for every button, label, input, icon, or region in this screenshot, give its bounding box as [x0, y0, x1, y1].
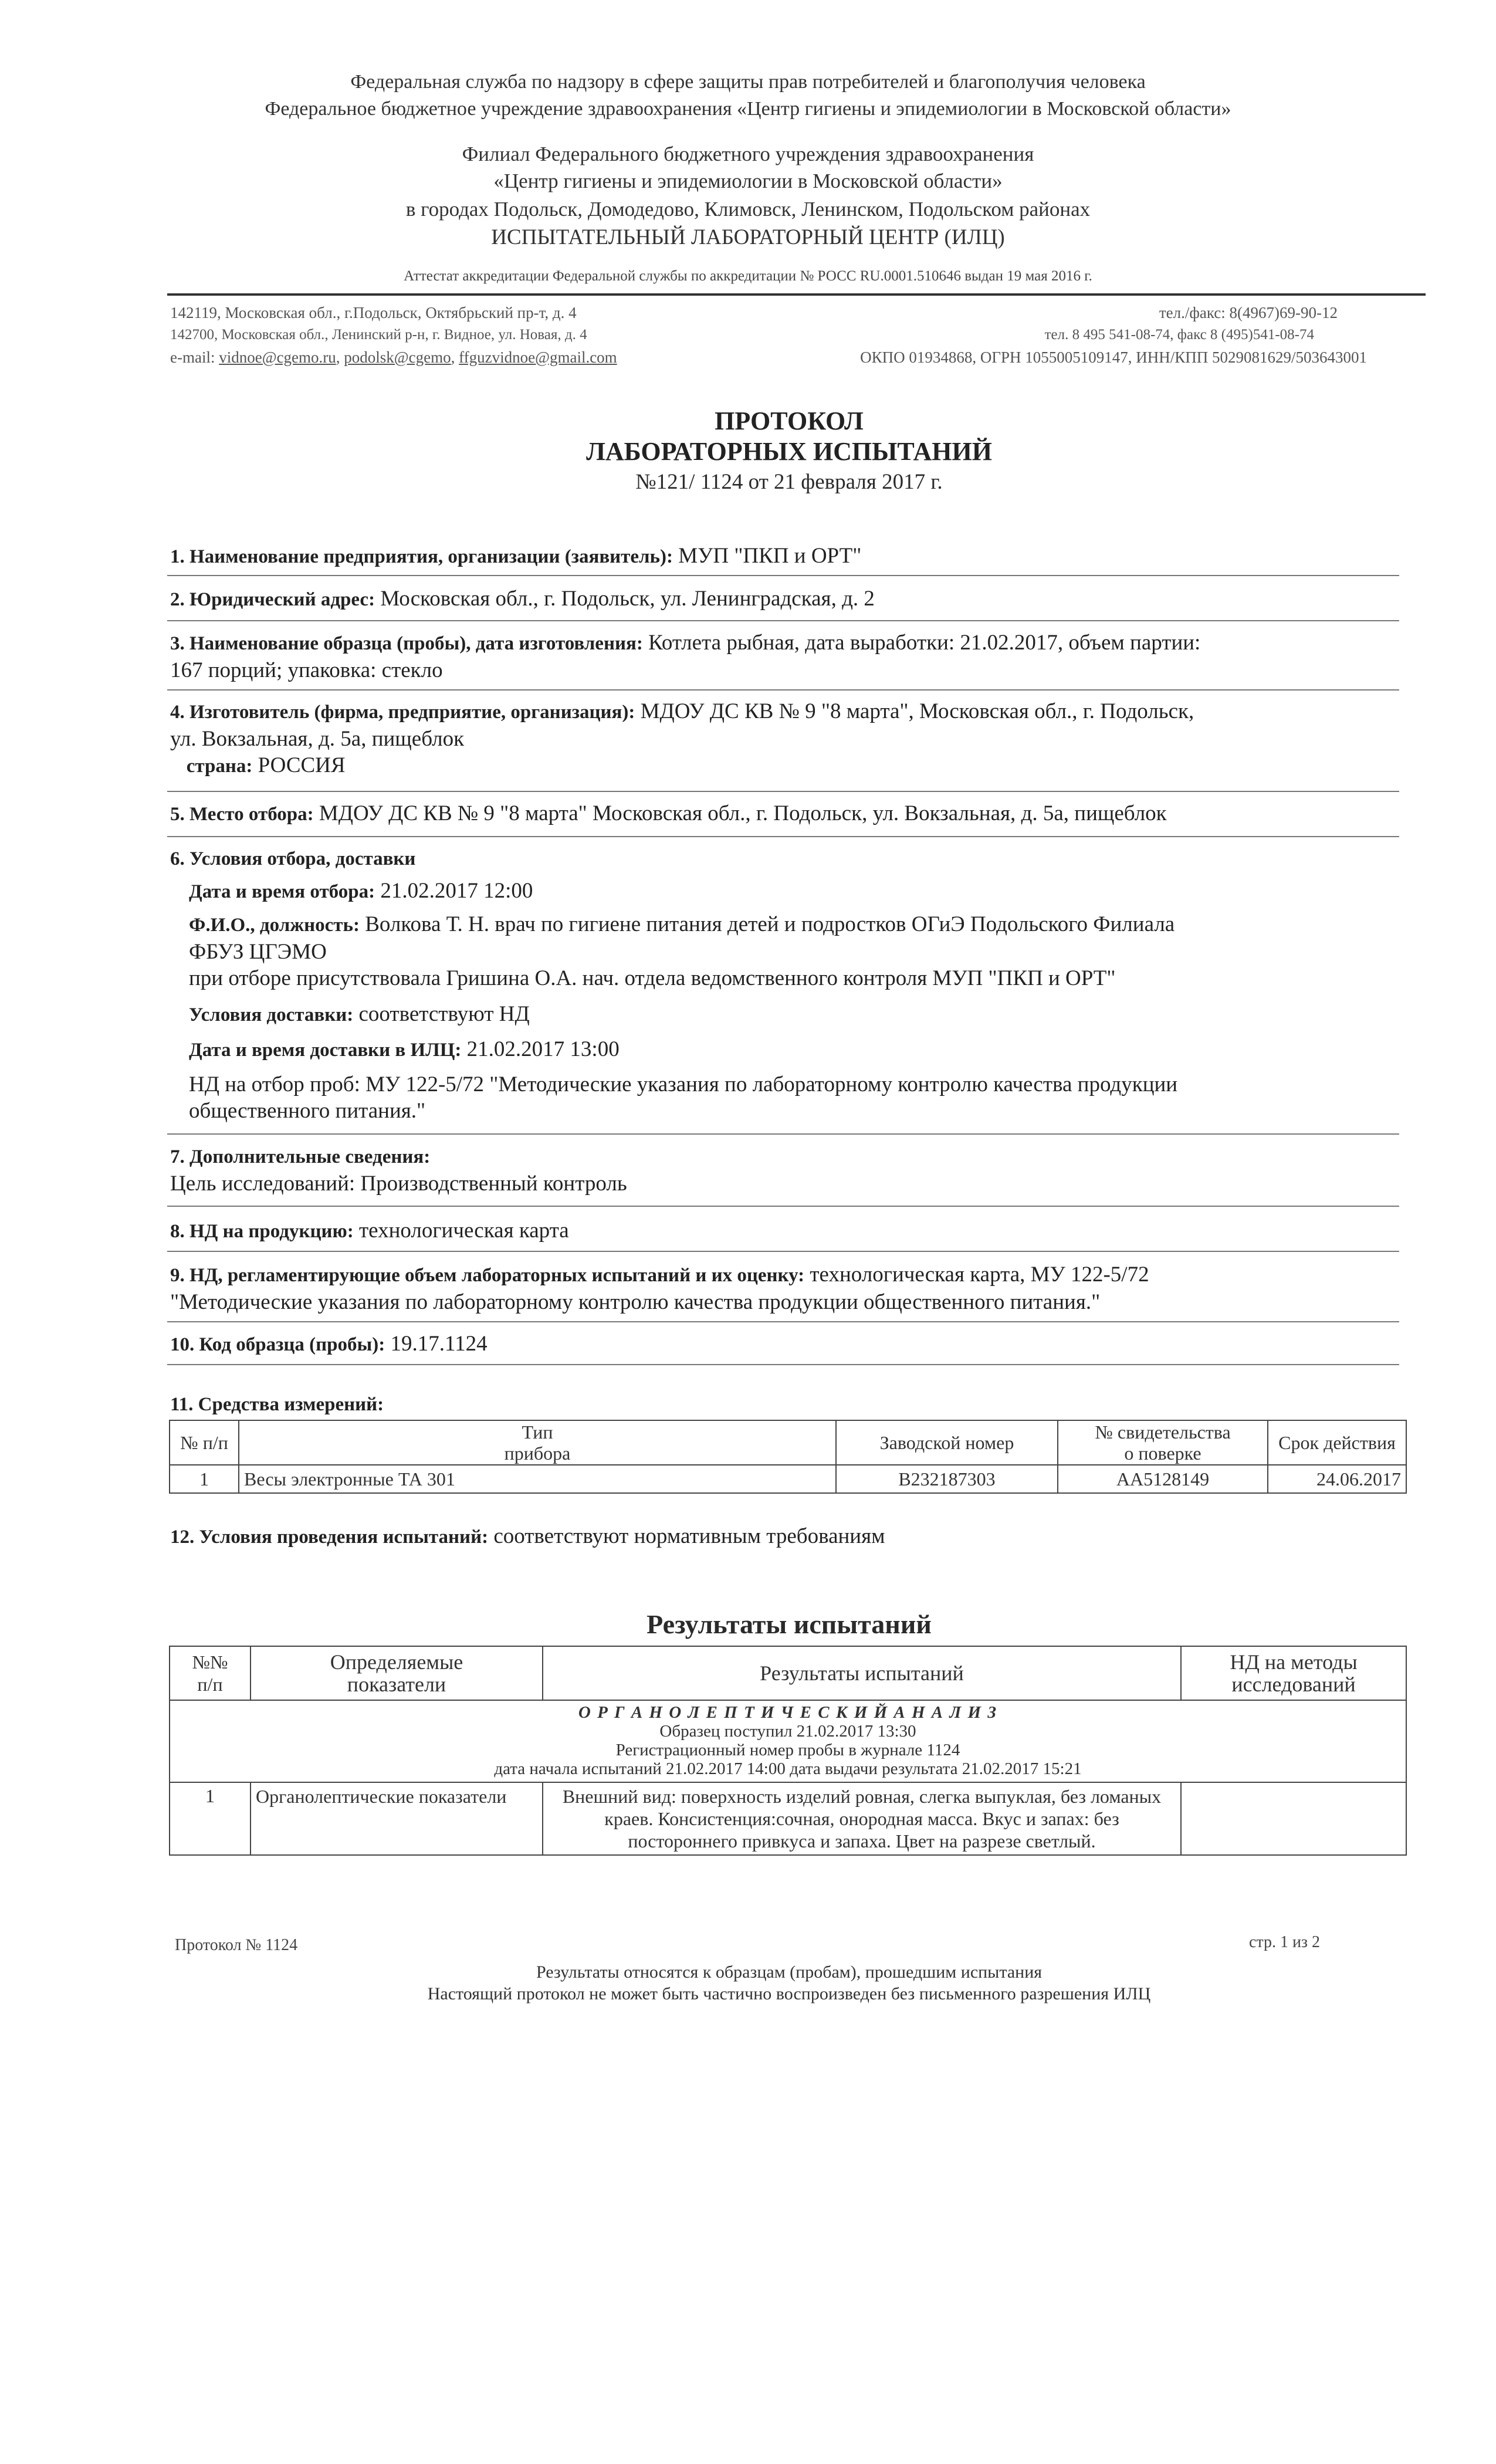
col-certificate-line1: № свидетельства	[1095, 1421, 1231, 1443]
email-link-gmail[interactable]: ffguzvidnoe@gmail.com	[459, 348, 617, 366]
section-7-label: 7. Дополнительные сведения:	[170, 1146, 431, 1167]
sampling-nd-text: НД на отбор проб: МУ 122-5/72 "Методические указания по лабораторному контролю качества продукции	[189, 1072, 1178, 1096]
sampling-date	[189, 878, 533, 905]
section-9-value: технологическая карта, МУ 122-5/72	[810, 1263, 1149, 1287]
test-dates: дата начала испытаний 21.02.2017 14:00 дата выдачи результата 21.02.2017 15:21	[494, 1759, 1082, 1778]
divider	[167, 836, 1399, 837]
divider	[167, 1321, 1399, 1322]
col-type	[239, 1420, 836, 1465]
protocol-title: ПРОТОКОЛ	[715, 407, 864, 435]
email-label: e-mail:	[170, 348, 215, 366]
delivery-date-value: 21.02.2017 13:00	[466, 1037, 620, 1061]
section-4-value-cont: ул. Вокзальная, д. 5а, пищеблок	[170, 727, 465, 751]
results-header-row	[170, 1646, 1406, 1700]
cell-validity: 24.06.2017	[1268, 1465, 1406, 1493]
col-serial: Заводской номер	[836, 1420, 1058, 1465]
cell-type: Весы электронные ТА 301	[239, 1465, 836, 1493]
results-group-row	[170, 1700, 1406, 1782]
section-sample	[170, 629, 1402, 683]
cell-result: Внешний вид: поверхность изделий ровная, слегка выпуклая, без ломаных краев. Консистенция:сочная, онородная масса. Вкус и запах: без постороннего привкуса и запаха. Цвет на разрезе светлый.	[543, 1782, 1181, 1855]
col-index	[170, 1646, 251, 1700]
sampling-nd	[189, 1071, 1374, 1124]
section-4-value: МДОУ ДС КВ № 9 "8 марта", Московская обл., г. Подольск,	[640, 699, 1194, 723]
footer-note-2: Настоящий протокол не может быть частично воспроизведен без письменного разрешения ИЛЦ	[427, 1984, 1151, 2003]
email-link-podolsk[interactable]: podolsk@cgemo	[344, 348, 451, 366]
col-certificate-line2: о поверке	[1124, 1443, 1201, 1464]
registration-number: Регистрационный номер пробы в журнале 1124	[615, 1741, 960, 1759]
section-9-label: 9. НД, регламентирующие объем лабораторных испытаний и их оценку:	[170, 1265, 805, 1286]
section-6-title: 6. Условия отбора, доставки	[170, 848, 416, 869]
header-lab-name: ИСПЫТАТЕЛЬНЫЙ ЛАБОРАТОРНЫЙ ЦЕНТР (ИЛЦ)	[491, 225, 1005, 249]
section-2-value: Московская обл., г. Подольск, ул. Ленинградская, д. 2	[380, 587, 875, 611]
col-type-line1: Тип	[522, 1421, 553, 1443]
country-value: РОССИЯ	[258, 753, 346, 777]
accreditation: Аттестат аккредитации Федеральной службы по аккредитации № РОСС RU.0001.510646 выдан 19 мая 2016 г.	[404, 268, 1092, 284]
section-7-value: Цель исследований: Производственный контроль	[170, 1172, 627, 1196]
col-index-line1: №№	[192, 1651, 228, 1673]
country-label: страна:	[186, 756, 253, 777]
header-divider	[167, 293, 1426, 296]
table-row	[170, 1782, 1406, 1855]
delivery-conditions-label: Условия доставки:	[189, 1004, 354, 1025]
phone-podolsk: тел./факс: 8(4967)69-90-12	[1159, 304, 1338, 321]
address-podolsk: 142119, Московская обл., г.Подольск, Октябрьский пр-т, д. 4	[170, 304, 577, 321]
sampling-attendee: при отборе присутствовала Гришина О.А. нач. отдела ведомственного контроля МУП "ПКП и ОРТ"	[189, 966, 1116, 990]
footer-note-1: Результаты относятся к образцам (пробам), прошедшим испытания	[536, 1962, 1043, 1982]
section-12-value: соответствуют нормативным требованиям	[493, 1524, 885, 1548]
group-info	[170, 1700, 1406, 1782]
section-8-label: 8. НД на продукцию:	[170, 1221, 354, 1242]
results-title: Результаты испытаний	[647, 1609, 932, 1639]
sampling-date-label: Дата и время отбора:	[189, 881, 375, 902]
section-11-title: 11. Средства измерений:	[170, 1394, 384, 1415]
delivery-conditions-value: соответствуют НД	[358, 1002, 530, 1026]
sampler-value: Волкова Т. Н. врач по гигиене питания детей и подростков ОГиЭ Подольского Филиала	[365, 912, 1175, 936]
section-8-value: технологическая карта	[359, 1219, 569, 1243]
cell-index: 1	[170, 1782, 251, 1855]
divider	[167, 689, 1399, 691]
cell-serial: В232187303	[836, 1465, 1058, 1493]
header-branch-3: в городах Подольск, Домодедово, Климовск, Ленинском, Подольском районах	[405, 198, 1091, 221]
divider	[167, 1206, 1399, 1207]
section-3-label: 3. Наименование образца (пробы), дата изготовления:	[170, 633, 643, 654]
section-5-value: МДОУ ДС КВ № 9 "8 марта" Московская обл., г. Подольск, ул. Вокзальная, д. 5а, пищеблок	[319, 801, 1167, 825]
divider	[167, 1133, 1399, 1135]
header-branch-1: Филиал Федерального бюджетного учреждения здравоохранения	[462, 143, 1034, 165]
cell-method	[1181, 1782, 1406, 1855]
email-link-vidnoe[interactable]: vidnoe@cgemo.ru	[219, 348, 336, 366]
col-number: № п/п	[170, 1420, 239, 1465]
address-vidnoe: 142700, Московская обл., Ленинский р-н, г. Видное, ул. Новая, д. 4	[170, 327, 587, 343]
section-2-label: 2. Юридический адрес:	[170, 589, 375, 610]
col-result: Результаты испытаний	[543, 1646, 1181, 1700]
table-row	[170, 1465, 1406, 1493]
section-3-value-cont: 167 порций; упаковка: стекло	[170, 658, 443, 682]
cell-certificate: АА5128149	[1058, 1465, 1268, 1493]
section-product-nd	[170, 1217, 569, 1245]
footer-page-number: стр. 1 из 2	[1248, 1933, 1320, 1951]
section-additional	[170, 1143, 627, 1197]
cell-number: 1	[170, 1465, 239, 1493]
header-branch-2: «Центр гигиены и эпидемиологии в Московской области»	[493, 170, 1003, 192]
col-method-line2: исследований	[1231, 1673, 1356, 1696]
registration-codes: ОКПО 01934868, ОГРН 1055005109147, ИНН/КПП 5029081629/503643001	[860, 348, 1367, 366]
col-validity: Срок действия	[1268, 1420, 1406, 1465]
sampler-value-cont: ФБУЗ ЦГЭМО	[189, 940, 327, 964]
col-index-line2: п/п	[197, 1674, 223, 1695]
sampler	[189, 911, 1403, 965]
section-6-label	[170, 845, 415, 872]
instruments-table	[169, 1420, 1407, 1494]
sampling-date-value: 21.02.2017 12:00	[380, 879, 533, 903]
sample-received: Образец поступил 21.02.2017 13:30	[659, 1722, 916, 1741]
section-10-value: 19.17.1124	[390, 1332, 488, 1356]
header-agency: Федеральная служба по надзору в сфере защиты прав потребителей и благополучия человека	[350, 71, 1146, 93]
section-test-nd	[170, 1261, 1402, 1315]
section-legal-address	[170, 585, 875, 613]
section-10-label: 10. Код образца (пробы):	[170, 1334, 385, 1355]
section-1-value: МУП "ПКП и ОРТ"	[678, 544, 862, 568]
divider	[167, 1251, 1399, 1252]
section-9-value-cont: "Методические указания по лабораторному контролю качества продукции общественного питания."	[170, 1290, 1101, 1314]
delivery-conditions	[189, 1001, 530, 1028]
col-certificate	[1058, 1420, 1268, 1465]
divider	[167, 620, 1399, 621]
sampler-label: Ф.И.О., должность:	[189, 915, 360, 936]
section-sample-code	[170, 1331, 488, 1358]
section-manufacturer	[170, 698, 1402, 780]
divider	[167, 1364, 1399, 1365]
section-applicant	[170, 543, 861, 570]
section-4-label: 4. Изготовитель (фирма, предприятие, организация):	[170, 702, 635, 723]
section-12-label: 12. Условия проведения испытаний:	[170, 1527, 489, 1548]
col-type-line2: прибора	[504, 1443, 571, 1464]
divider	[167, 791, 1399, 792]
section-test-conditions	[170, 1523, 885, 1551]
footer-protocol-number: Протокол № 1124	[175, 1936, 298, 1954]
emails: e-mail: vidnoe@cgemo.ru, podolsk@cgemo, ffguzvidnoe@gmail.com	[170, 348, 617, 366]
group-title: О Р Г А Н О Л Е П Т И Ч Е С К И Й А Н А Л И З	[578, 1703, 998, 1722]
col-method-line1: НД на методы	[1230, 1650, 1358, 1674]
header-institution: Федеральное бюджетное учреждение здравоохранения «Центр гигиены и эпидемиологии в Московской области»	[265, 98, 1231, 120]
section-1-label: 1. Наименование предприятия, организации (заявитель):	[170, 546, 673, 567]
instruments-header-row	[170, 1420, 1406, 1465]
protocol-subtitle: ЛАБОРАТОРНЫХ ИСПЫТАНИЙ	[586, 437, 992, 466]
delivery-date-label: Дата и время доставки в ИЛЦ:	[189, 1040, 462, 1061]
sampling-nd-text-cont: общественного питания."	[189, 1099, 426, 1123]
delivery-date	[189, 1036, 620, 1064]
divider	[167, 575, 1399, 576]
section-5-label: 5. Место отбора:	[170, 804, 314, 825]
col-indicator-line2: показатели	[347, 1673, 446, 1696]
col-indicator	[251, 1646, 543, 1700]
results-table	[169, 1646, 1407, 1856]
protocol-number: №121/ 1124 от 21 февраля 2017 г.	[635, 470, 943, 494]
section-sampling-place	[170, 800, 1167, 828]
col-method	[1181, 1646, 1406, 1700]
cell-indicator: Органолептические показатели	[251, 1782, 543, 1855]
section-instruments-label	[170, 1390, 384, 1418]
phone-vidnoe: тел. 8 495 541-08-74, факс 8 (495)541-08-74	[1044, 327, 1314, 343]
col-indicator-line1: Определяемые	[330, 1650, 463, 1674]
section-3-value: Котлета рыбная, дата выработки: 21.02.2017, объем партии:	[648, 631, 1201, 655]
